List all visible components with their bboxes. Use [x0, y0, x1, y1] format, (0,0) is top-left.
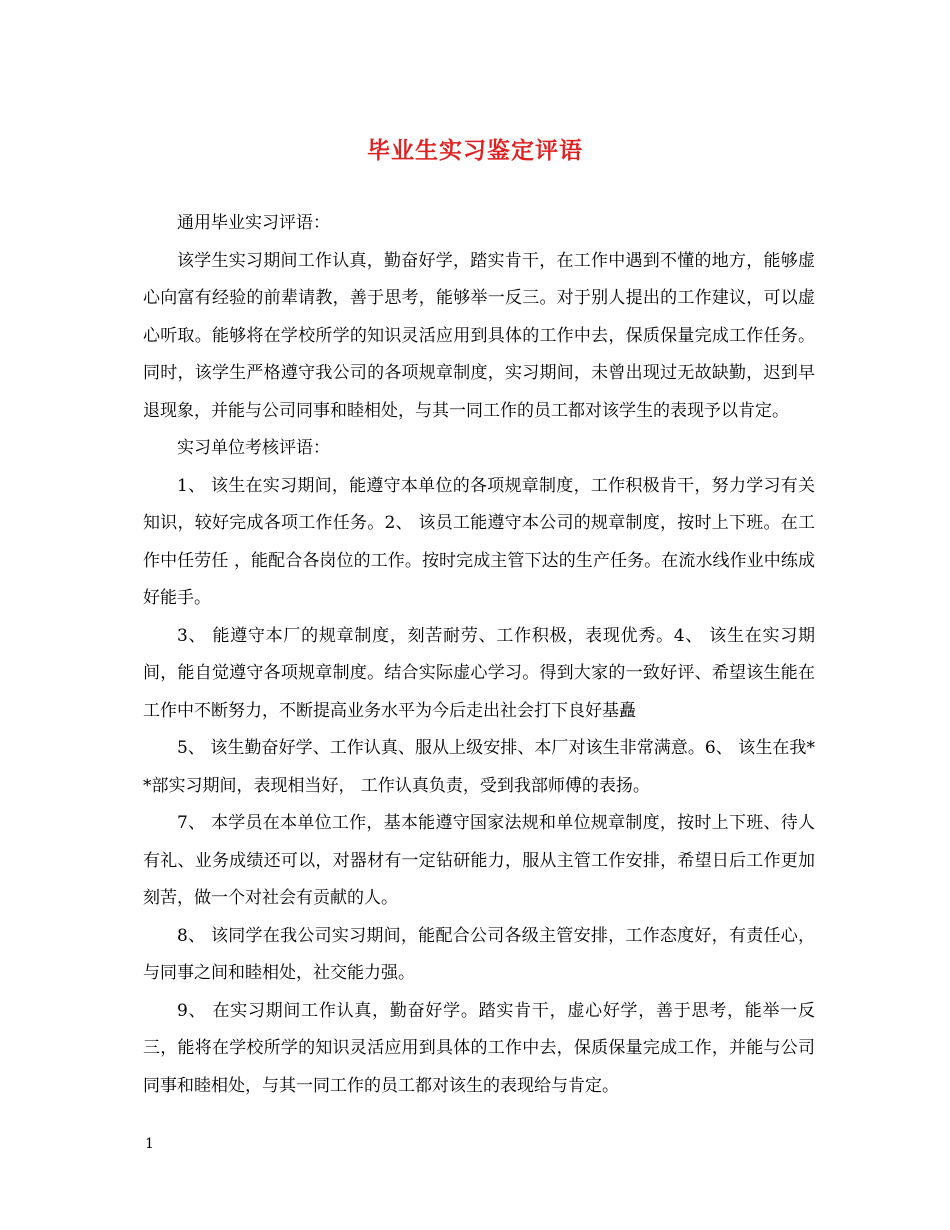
page-number: 1 — [145, 1136, 154, 1152]
general-comment-paragraph: 该学生实习期间工作认真，勤奋好学，踏实肯干，在工作中遇到不懂的地方，能够虚心向富有经验的前辈请教，善于思考，能够举一反三。对于别人提出的工作建议，可以虚心听取。能够将在学校所学的知识灵活应用到具体的工作中去，保质保量完成工作任务。同时，该学生严格遵守我公司的各项规章制度，实习期间，未曾出现过无故缺勤，迟到早退现象，并能与公司同事和睦相处，与其一同工作的员工都对该学生的表现予以肯定。 — [143, 250, 815, 421]
comment-item: 9、 在实习期间工作认真，勤奋好学。踏实肯干，虚心好学，善于思考，能举一反三，能将在学校所学的知识灵活应用到具体的工作中去，保质保量完成工作，并能与公司同事和睦相处，与其一同工作的员工都对该生的表现给与肯定。 — [143, 1000, 815, 1096]
unit-comment-heading: 实习单位考核评语： — [177, 438, 330, 458]
comment-item: 7、 本学员在本单位工作，基本能遵守国家法规和单位规章制度，按时上下班、待人有礼、业务成绩还可以，对器材有一定钻研能力，服从主管工作安排，希望日后工作更加刻苦，做一个对社会有贡献的人。 — [143, 813, 815, 908]
comment-item: 3、 能遵守本厂的规章制度，刻苦耐劳、工作积极，表现优秀。4、 该生在实习期间，能自觉遵守各项规章制度。结合实际虚心学习。得到大家的一致好评、希望该生能在工作中不断努力，不断提高业务水平为今后走出社会打下良好基矗 — [143, 625, 815, 721]
general-comment-heading: 通用毕业实习评语： — [177, 213, 330, 233]
comment-item: 1、 该生在实习期间，能遵守本单位的各项规章制度，工作积极肯干，努力学习有关知识，较好完成各项工作任务。2、 该员工能遵守本公司的规章制度，按时上下班。在工作中任劳任 ，能配合各岗位的工作。按时完成主管下达的生产任务。在流水线作业中练成好能手。 — [143, 475, 815, 608]
document-title: 毕业生实习鉴定评语 — [367, 137, 583, 164]
comment-item: 5、 该生勤奋好学、工作认真、服从上级安排、本厂对该生非常满意。6、 该生在我**部实习期间，表现相当好， 工作认真负责，受到我部师傅的表扬。 — [143, 738, 815, 796]
document-body — [143, 205, 815, 1105]
comment-item: 8、 该同学在我公司实习期间，能配合公司各级主管安排，工作态度好，有责任心，与同事之间和睦相处，社交能力强。 — [143, 925, 815, 983]
